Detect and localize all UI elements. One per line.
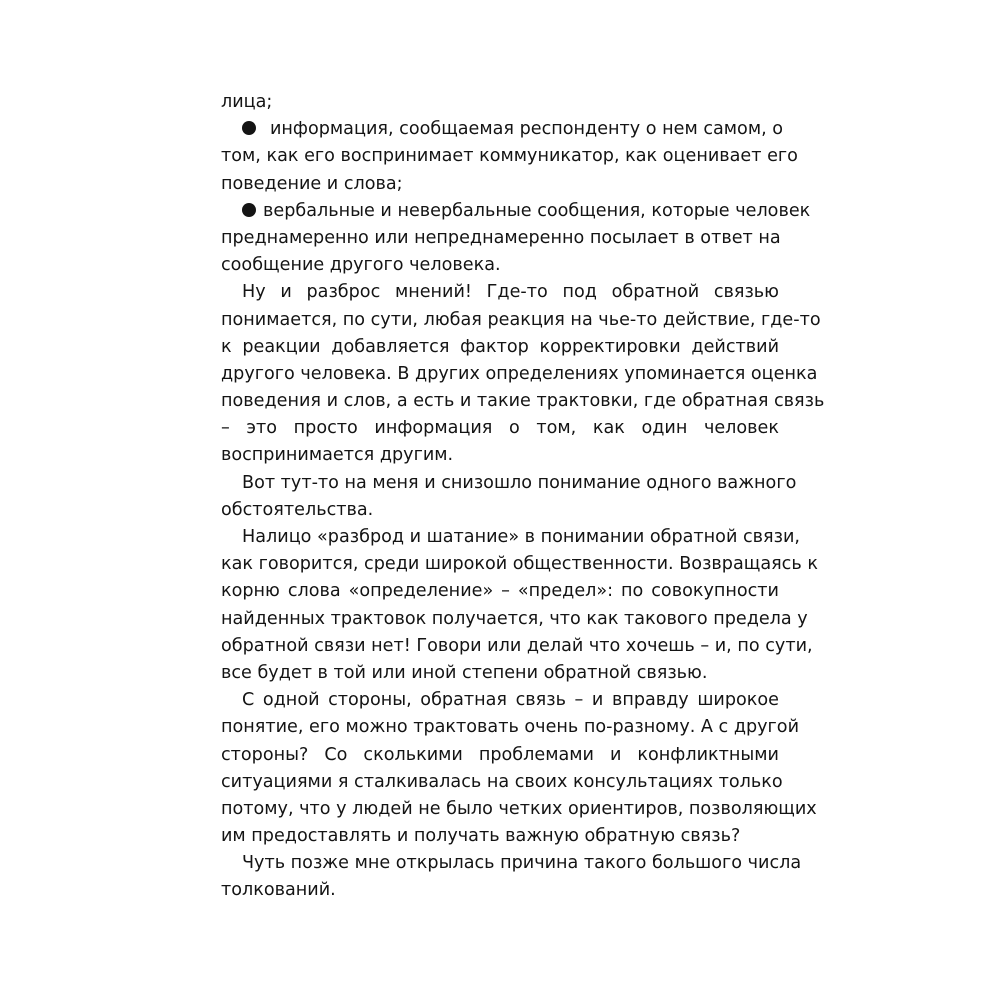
text-line: корню слова «определение» – «предел»: по совокупности <box>221 581 779 602</box>
text-line: стороны? Со сколькими проблемами и конфликтными <box>221 744 779 765</box>
text-line: Ну и разброс мнений! Где-то под обратной связью <box>242 282 779 303</box>
text-line: Налицо «разброд и шатание» в понимании обратной связи, <box>242 527 800 547</box>
bullet-dot-icon <box>242 121 256 135</box>
text-line: – это просто информация о том, как один человек <box>221 418 779 439</box>
text-line: ситуациями я сталкивалась на своих консультациях только <box>221 771 783 792</box>
bullet-first-line: вербальные и невербальные сообщения, которые человек <box>263 200 811 221</box>
text-line: потому, что у людей не было четких ориентиров, позволяющих <box>221 798 817 819</box>
paragraph <box>221 279 825 469</box>
paragraph <box>221 524 818 687</box>
bullet-item <box>221 198 811 280</box>
bullet-dot-icon <box>242 203 256 217</box>
paragraph <box>221 687 817 850</box>
text-line: другого человека. В других определениях упоминается оценка <box>221 363 818 384</box>
text-line: С одной стороны, обратная связь – и вправду широкое <box>242 690 779 711</box>
book-page-text <box>221 89 825 905</box>
text-line: поведение и слова; <box>221 173 403 194</box>
text-line: поведения и слов, а есть и такие трактовки, где обратная связь <box>221 391 825 412</box>
paragraph <box>221 470 797 524</box>
text-line: понятие, его можно трактовать очень по-разному. А с другой <box>221 717 799 738</box>
text-line: Чуть позже мне открылась причина такого большого числа <box>242 853 802 874</box>
text-line: понимается, по сути, любая реакция на чье-то действие, где-то <box>221 309 821 330</box>
text-line <box>221 198 811 225</box>
text-line: преднамеренно или непреднамеренно посылает в ответ на <box>221 227 781 248</box>
text-line: обстоятельства. <box>221 499 374 520</box>
text-line: том, как его воспринимает коммуникатор, как оценивает его <box>221 146 798 167</box>
text-line: воспринимается другим. <box>221 445 454 466</box>
text-line: Вот тут-то на меня и снизошло понимание одного важного <box>242 472 797 493</box>
text-line <box>221 116 784 143</box>
bullet-item <box>221 116 798 198</box>
text-line: к реакции добавляется фактор корректировки действий <box>221 336 779 357</box>
paragraph <box>221 850 802 904</box>
text-line: как говорится, среди широкой общественности. Возвращаясь к <box>221 554 818 575</box>
text-line: лица; <box>221 92 273 112</box>
text-line: найденных трактовок получается, что как такового предела у <box>221 608 808 629</box>
text-line: толкований. <box>221 880 336 901</box>
fragment-text <box>221 89 779 116</box>
text-line: обратной связи нет! Говори или делай что хочешь – и, по сути, <box>221 635 813 656</box>
text-line: сообщение другого человека. <box>221 255 501 276</box>
text-line: все будет в той или иной степени обратной связью. <box>221 662 708 683</box>
text-line: им предоставлять и получать важную обратную связь? <box>221 826 741 847</box>
bullet-first-line: информация, сообщаемая респонденту о нем самом, о <box>270 119 784 140</box>
